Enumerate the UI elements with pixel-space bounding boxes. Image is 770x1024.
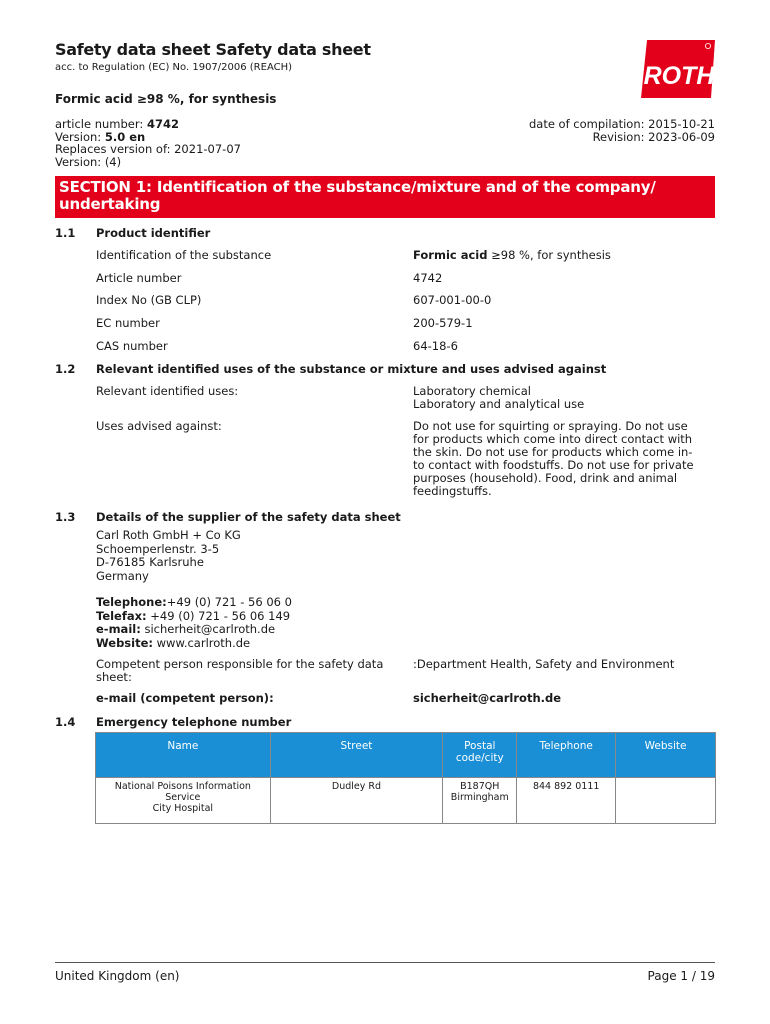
document-meta-right	[529, 118, 715, 143]
product-name: Formic acid ≥98 %, for synthesis	[55, 92, 277, 106]
telefax-line: Telefax: +49 (0) 721 - 56 06 149	[96, 608, 291, 623]
competent-person-label: Competent person responsible for the safety data sheet:	[96, 657, 384, 684]
column-header-name: Name	[96, 733, 271, 778]
identified-uses-label: Relevant identified uses:	[96, 384, 239, 398]
cell-name: National Poisons Information Service City Hospital	[96, 778, 271, 824]
supplier-address: Carl Roth GmbH + Co KG Schoemperlenstr. 3-5 D-76185 Karlsruhe Germany	[96, 528, 241, 583]
index-no-label: Index No (GB CLP)	[96, 293, 202, 307]
previous-version: Version: (4)	[55, 154, 122, 169]
cell-street: Dudley Rd	[270, 778, 443, 824]
cell-telephone: 844 892 0111	[517, 778, 616, 824]
cell-website	[616, 778, 716, 824]
article-number-value: 4742	[413, 271, 443, 285]
subsection-title-supplier: Details of the supplier of the safety data sheet	[96, 510, 401, 524]
competent-email-value[interactable]: sicherheit@carlroth.de	[413, 691, 562, 705]
website-line: Website: www.carlroth.de	[96, 635, 251, 650]
logo-text: ROTH	[643, 62, 715, 90]
subsection-number: 1.1	[55, 226, 76, 240]
supplier-contact	[96, 596, 292, 650]
cas-number-value: 64-18-6	[413, 339, 458, 353]
identified-uses-value: Laboratory chemical Laboratory and analytical use	[413, 384, 585, 411]
cell-postal: B187QH Birmingham	[443, 778, 517, 824]
section-1-header: SECTION 1: Identification of the substance/mixture and of the company/ undertaking	[55, 176, 715, 218]
compilation-date: date of compilation: 2015-10-21	[528, 117, 715, 131]
substance-label: Identification of the substance	[96, 248, 272, 262]
ec-number-value: 200-579-1	[413, 316, 473, 330]
subsection-number: 1.4	[55, 715, 76, 729]
document-title: Safety data sheet Safety data sheet	[55, 40, 371, 59]
footer-divider	[55, 962, 715, 963]
table-row	[96, 778, 716, 824]
column-header-postal: Postal code/city	[443, 733, 517, 778]
uses-advised-against-label: Uses advised against:	[96, 419, 222, 433]
revision-date: Revision: 2023-06-09	[592, 129, 715, 144]
website-link[interactable]: www.carlroth.de	[153, 635, 251, 650]
replaces-version: Replaces version of: 2021-07-07	[55, 142, 241, 156]
column-header-telephone: Telephone	[517, 733, 616, 778]
email-line: e-mail: sicherheit@carlroth.de	[96, 622, 276, 636]
subsection-number: 1.3	[55, 510, 76, 524]
uses-advised-against-value: Do not use for squirting or spraying. Do not use for products which come into direct contact with the skin. Do not use for products which come in- to contact with foodstuffs. Do not use for private purposes (household). Food, drink and animal feedingstuffs.	[413, 419, 694, 498]
competent-email-label: e-mail (competent person):	[96, 691, 274, 705]
table-header-row	[96, 733, 716, 778]
article-number-label: Article number	[96, 271, 182, 285]
substance-value: Formic acid ≥98 %, for synthesis	[413, 248, 611, 262]
subsection-title-emergency: Emergency telephone number	[96, 715, 292, 729]
footer-country: United Kingdom (en)	[55, 969, 180, 983]
column-header-street: Street	[270, 733, 443, 778]
footer-page-number: Page 1 / 19	[647, 969, 715, 983]
competent-person-value: :Department Health, Safety and Environment	[413, 657, 675, 671]
cas-number-label: CAS number	[96, 339, 168, 353]
version-number: 5.0 en	[104, 129, 146, 144]
subsection-number: 1.2	[55, 362, 76, 376]
index-no-value: 607-001-00-0	[413, 293, 492, 307]
document-meta-left: article number: 4742 Version: 5.0 en Replaces version of: 2021-07-07 Version: (4)	[55, 117, 241, 169]
article-number: 4742	[146, 117, 179, 131]
email-link[interactable]: sicherheit@carlroth.de	[140, 622, 276, 636]
telephone-line: Telephone:+49 (0) 721 - 56 06 0	[96, 595, 292, 609]
subsection-title-product-identifier: Product identifier	[96, 226, 211, 240]
roth-logo	[641, 40, 715, 98]
regulation-note: acc. to Regulation (EC) No. 1907/2006 (REACH)	[55, 62, 293, 73]
column-header-website: Website	[616, 733, 716, 778]
ec-number-label: EC number	[96, 316, 160, 330]
emergency-contacts-table	[95, 732, 716, 824]
subsection-title-uses: Relevant identified uses of the substance or mixture and uses advised against	[96, 362, 607, 376]
